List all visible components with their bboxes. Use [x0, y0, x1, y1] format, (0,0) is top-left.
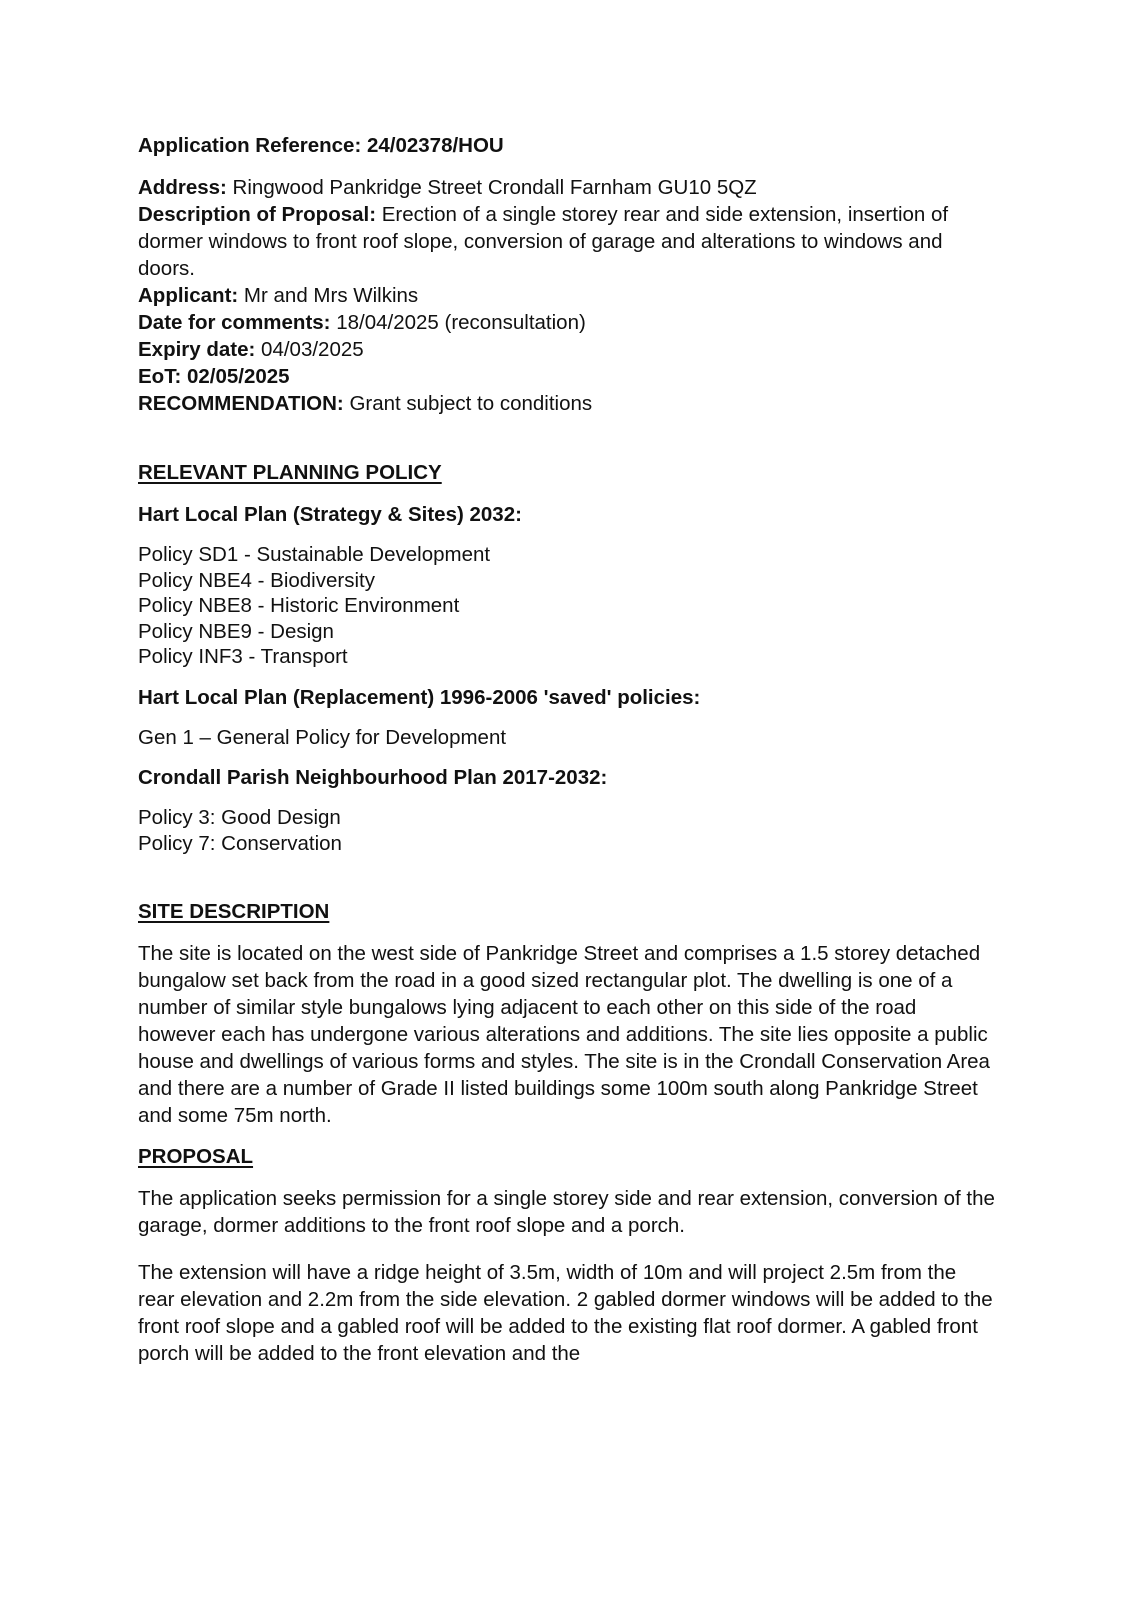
expiry-value: 04/03/2025: [255, 338, 364, 361]
list-item: Policy 3: Good Design: [138, 806, 341, 829]
eot-line: EoT: 02/05/2025: [138, 365, 290, 388]
proposal-paragraph-2: The extension will have a ridge height of 3.5m, width of 10m and will project 2.5m from the rear elevation and 2.2m from the side elevation. 2 gabled dormer windows will be added to the front roof slope and a gabled roof will be added to the existing flat roof dormer. A gabled front porch will be added to the front elevation and the: [138, 1261, 993, 1365]
hart-local-plan-list: [138, 542, 998, 670]
list-item: Policy 7: Conservation: [138, 831, 342, 855]
address-value: Ringwood Pankridge Street Crondall Farnham GU10 5QZ: [226, 176, 757, 199]
proposal-heading: PROPOSAL: [138, 1145, 254, 1168]
hart-saved-list: [138, 725, 998, 751]
site-description-heading: SITE DESCRIPTION: [138, 900, 330, 923]
list-item: Policy NBE8 - Historic Environment: [138, 594, 460, 617]
hart-local-plan-title: Hart Local Plan (Strategy & Sites) 2032:: [138, 503, 522, 526]
list-item: Policy NBE9 - Design: [138, 619, 334, 643]
crondall-plan-title: Crondall Parish Neighbourhood Plan 2017-2032:: [138, 766, 608, 789]
description-label: Description of Proposal:: [138, 203, 377, 226]
address-label: Address:: [138, 176, 227, 199]
applicant-line: [138, 282, 998, 309]
proposal-paragraph-1: The application seeks permission for a single storey side and rear extension, conversion of the garage, dormer additions to the front roof slope and a porch.: [138, 1187, 995, 1237]
description-line: [138, 201, 998, 282]
list-item: Policy NBE4 - Biodiversity: [138, 568, 375, 592]
list-item: Policy SD1 - Sustainable Development: [138, 543, 491, 566]
address-line: [138, 174, 998, 201]
crondall-plan-list: [138, 805, 998, 856]
recommendation-line: [138, 390, 998, 417]
application-details: [138, 174, 998, 417]
recommendation-label: RECOMMENDATION:: [138, 392, 344, 415]
comments-label: Date for comments:: [138, 311, 331, 334]
expiry-label: Expiry date:: [138, 338, 256, 361]
site-description-text: The site is located on the west side of Pankridge Street and comprises a 1.5 storey detached bungalow set back from the road in a good sized rectangular plot. The dwelling is one of a number of similar style bungalows lying adjacent to each other on this side of the road however each has undergone various alterations and additions. The site lies opposite a public house and dwellings of various forms and styles. The site is in the Crondall Conservation Area and there are a number of Grade II listed buildings some 100m south along Pankridge Street and some 75m north.: [138, 942, 990, 1127]
expiry-line: [138, 336, 998, 363]
applicant-value: Mr and Mrs Wilkins: [238, 284, 419, 307]
recommendation-value: Grant subject to conditions: [343, 392, 593, 415]
policy-heading: RELEVANT PLANNING POLICY: [138, 461, 442, 484]
document-page: [138, 132, 998, 1367]
list-item: Gen 1 – General Policy for Development: [138, 725, 507, 749]
application-reference: Application Reference: 24/02378/HOU: [138, 134, 504, 157]
hart-saved-title: Hart Local Plan (Replacement) 1996-2006 'saved' policies:: [138, 685, 701, 709]
applicant-label: Applicant:: [138, 284, 239, 307]
list-item: Policy INF3 - Transport: [138, 645, 348, 668]
comments-line: [138, 309, 998, 336]
comments-value: 18/04/2025 (reconsultation): [330, 311, 586, 334]
description-value: Erection of a single storey rear and side extension, insertion of dormer windows to front roof slope, conversion of garage and alterations to windows and doors.: [138, 203, 949, 280]
